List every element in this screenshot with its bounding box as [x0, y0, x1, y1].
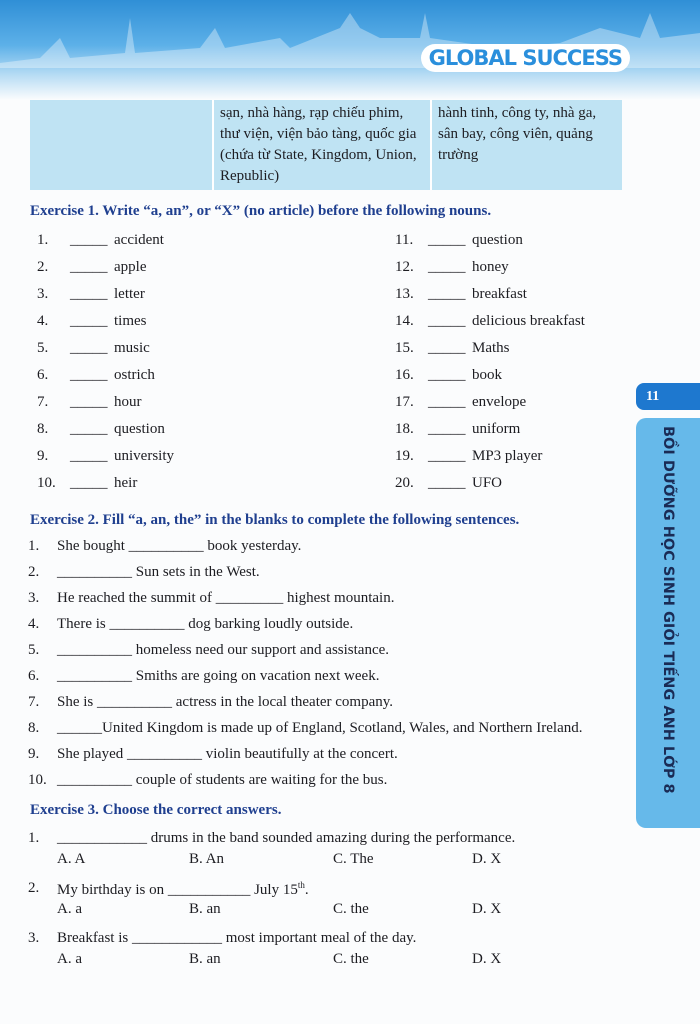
item-number: 4. — [37, 313, 49, 329]
sentence-text: highest mountain. — [283, 590, 395, 606]
sentence-text: She is — [57, 694, 98, 710]
item-number: 3. — [28, 590, 40, 606]
answer-option: A. a — [57, 951, 82, 967]
item-number: 20. — [395, 475, 414, 491]
answer-blank: __________ — [97, 694, 173, 710]
answer-blank: _____ — [428, 340, 466, 356]
answer-blank: _____ — [428, 421, 466, 437]
answer-blank: _____ — [70, 313, 108, 329]
item-number: 2. — [28, 880, 40, 896]
noun: times — [114, 313, 147, 329]
answer-blank: _____ — [70, 286, 108, 302]
item-number: 2. — [37, 259, 49, 275]
item-number: 3. — [37, 286, 49, 302]
answer-blank: _____ — [70, 232, 108, 248]
answer-option: C. the — [333, 951, 369, 967]
sentence-text: book yesterday. — [203, 538, 302, 554]
item-number: 3. — [28, 930, 40, 946]
noun: delicious breakfast — [472, 313, 585, 329]
noun: book — [472, 367, 502, 383]
noun: UFO — [472, 475, 503, 491]
item-number: 10. — [37, 475, 56, 491]
answer-blank: _____ — [70, 367, 108, 383]
answer-option: D. X — [472, 951, 502, 967]
item-number: 14. — [395, 313, 414, 329]
answer-option: B. an — [189, 901, 221, 917]
sentence — [57, 746, 398, 763]
answer-blank: _____ — [70, 448, 108, 464]
answer-blank: __________ — [57, 772, 132, 788]
sentence — [57, 538, 301, 555]
noun: question — [114, 421, 165, 437]
item-number: 8. — [28, 720, 40, 736]
answer-blank: _________ — [215, 590, 284, 606]
answer-option: A. a — [57, 901, 82, 917]
answer-blank: _____ — [428, 448, 466, 464]
question-text: Breakfast is ____________ most important meal of the day. — [57, 930, 417, 946]
noun: breakfast — [472, 286, 527, 302]
question-text: . — [304, 882, 309, 898]
table-cell: sạn, nhà hàng, rạp chiếu phim, thư viện, viện bảo tàng, quốc gia (chứa từ State, Kingdom, Union, Republic) — [213, 100, 431, 190]
answer-blank: __________ — [128, 538, 204, 554]
item-number: 4. — [28, 616, 40, 632]
sentence — [57, 668, 379, 685]
sentence-text: He reached the summit of — [57, 590, 216, 606]
answer-blank: _____ — [428, 259, 466, 275]
item-number: 15. — [395, 340, 414, 356]
sentence — [57, 694, 393, 711]
answer-blank: __________ — [57, 564, 132, 580]
sentence-text: United Kingdom is made up of England, Scotland, Wales, and Northern Ireland. — [102, 720, 583, 736]
answer-blank: _____ — [428, 475, 466, 491]
answer-option: C. The — [333, 851, 374, 867]
item-number: 8. — [37, 421, 49, 437]
global-success-logo: GLOBAL SUCCESS — [421, 44, 630, 72]
sentence — [57, 720, 583, 737]
item-number: 10. — [28, 772, 47, 788]
sentence-text: violin beautifully at the concert. — [201, 746, 398, 762]
item-number: 7. — [37, 394, 49, 410]
question — [57, 880, 309, 899]
exercise-1-title: Exercise 1. Write “a, an”, or “X” (no article) before the following nouns. — [30, 203, 492, 219]
answer-option: B. An — [189, 851, 225, 867]
noun: uniform — [472, 421, 521, 437]
question-text: My birthday is on ___________ July 15 — [57, 882, 298, 898]
answer-blank: _____ — [70, 340, 108, 356]
table-cell — [30, 100, 213, 190]
noun: Maths — [472, 340, 510, 356]
item-number: 1. — [28, 830, 40, 846]
question — [57, 830, 515, 847]
answer-blank: __________ — [57, 642, 132, 658]
sentence — [57, 616, 353, 633]
question-text: ____________ drums in the band sounded amazing during the performance. — [57, 830, 516, 846]
item-number: 1. — [28, 538, 40, 554]
noun: envelope — [472, 394, 527, 410]
page-number: 11 — [636, 383, 700, 410]
item-number: 9. — [28, 746, 40, 762]
item-number: 18. — [395, 421, 414, 437]
sentence — [57, 772, 387, 789]
noun: university — [114, 448, 174, 464]
noun: hour — [114, 394, 142, 410]
noun: apple — [114, 259, 147, 275]
noun: ostrich — [114, 367, 155, 383]
noun: accident — [114, 232, 164, 248]
item-number: 5. — [28, 642, 40, 658]
item-number: 13. — [395, 286, 414, 302]
sentence-text: She bought — [57, 538, 129, 554]
item-number: 7. — [28, 694, 40, 710]
answer-blank: _____ — [428, 313, 466, 329]
sentence-text: homeless need our support and assistance. — [132, 642, 390, 658]
sentence-text: couple of students are waiting for the bus. — [132, 772, 388, 788]
item-number: 16. — [395, 367, 414, 383]
noun: letter — [114, 286, 145, 302]
item-number: 17. — [395, 394, 414, 410]
sentence — [57, 564, 260, 581]
answer-option: A. A — [57, 851, 86, 867]
question — [57, 930, 416, 947]
sentence-text: actress in the local theater company. — [172, 694, 394, 710]
sentence — [57, 590, 394, 607]
answer-blank: _____ — [428, 232, 466, 248]
item-number: 19. — [395, 448, 414, 464]
exercise-3-title: Exercise 3. Choose the correct answers. — [30, 802, 282, 818]
answer-option: D. X — [472, 901, 502, 917]
superscript: th — [297, 880, 305, 890]
answer-blank: _____ — [70, 475, 108, 491]
sentence-text: Smiths are going on vacation next week. — [132, 668, 380, 684]
sentence-text: She played — [57, 746, 127, 762]
noun: heir — [114, 475, 138, 491]
sentence-text: Sun sets in the West. — [132, 564, 260, 580]
answer-blank: ______ — [57, 720, 102, 736]
item-number: 1. — [37, 232, 49, 248]
exercise-2-title: Exercise 2. Fill “a, an, the” in the blanks to complete the following sentences. — [30, 512, 520, 528]
answer-option: C. the — [333, 901, 369, 917]
noun: honey — [472, 259, 509, 275]
article-usage-table — [30, 100, 622, 190]
answer-blank: _____ — [70, 421, 108, 437]
noun: question — [472, 232, 523, 248]
answer-blank: _____ — [70, 259, 108, 275]
item-number: 6. — [37, 367, 49, 383]
noun: MP3 player — [472, 448, 543, 464]
header-banner — [0, 0, 700, 100]
answer-option: D. X — [472, 851, 502, 867]
sentence-text: There is — [57, 616, 110, 632]
answer-blank: _____ — [428, 286, 466, 302]
answer-option: B. an — [189, 951, 221, 967]
answer-blank: __________ — [126, 746, 202, 762]
sentence — [57, 642, 389, 659]
side-band — [636, 418, 700, 828]
answer-blank: __________ — [57, 668, 132, 684]
item-number: 11. — [395, 232, 414, 248]
answer-blank: _____ — [70, 394, 108, 410]
answer-blank: __________ — [109, 616, 185, 632]
item-number: 6. — [28, 668, 40, 684]
sentence-text: dog barking loudly outside. — [184, 616, 354, 632]
item-number: 5. — [37, 340, 49, 356]
item-number: 9. — [37, 448, 49, 464]
book-title: BỒI DƯỠNG HỌC SINH GIỎI TIẾNG ANH LỚP 8 — [660, 426, 676, 794]
item-number: 2. — [28, 564, 40, 580]
item-number: 12. — [395, 259, 414, 275]
table-cell: hành tinh, công ty, nhà ga, sân bay, công viên, quảng trường — [431, 100, 622, 190]
answer-blank: _____ — [428, 367, 466, 383]
noun: music — [114, 340, 150, 356]
answer-blank: _____ — [428, 394, 466, 410]
